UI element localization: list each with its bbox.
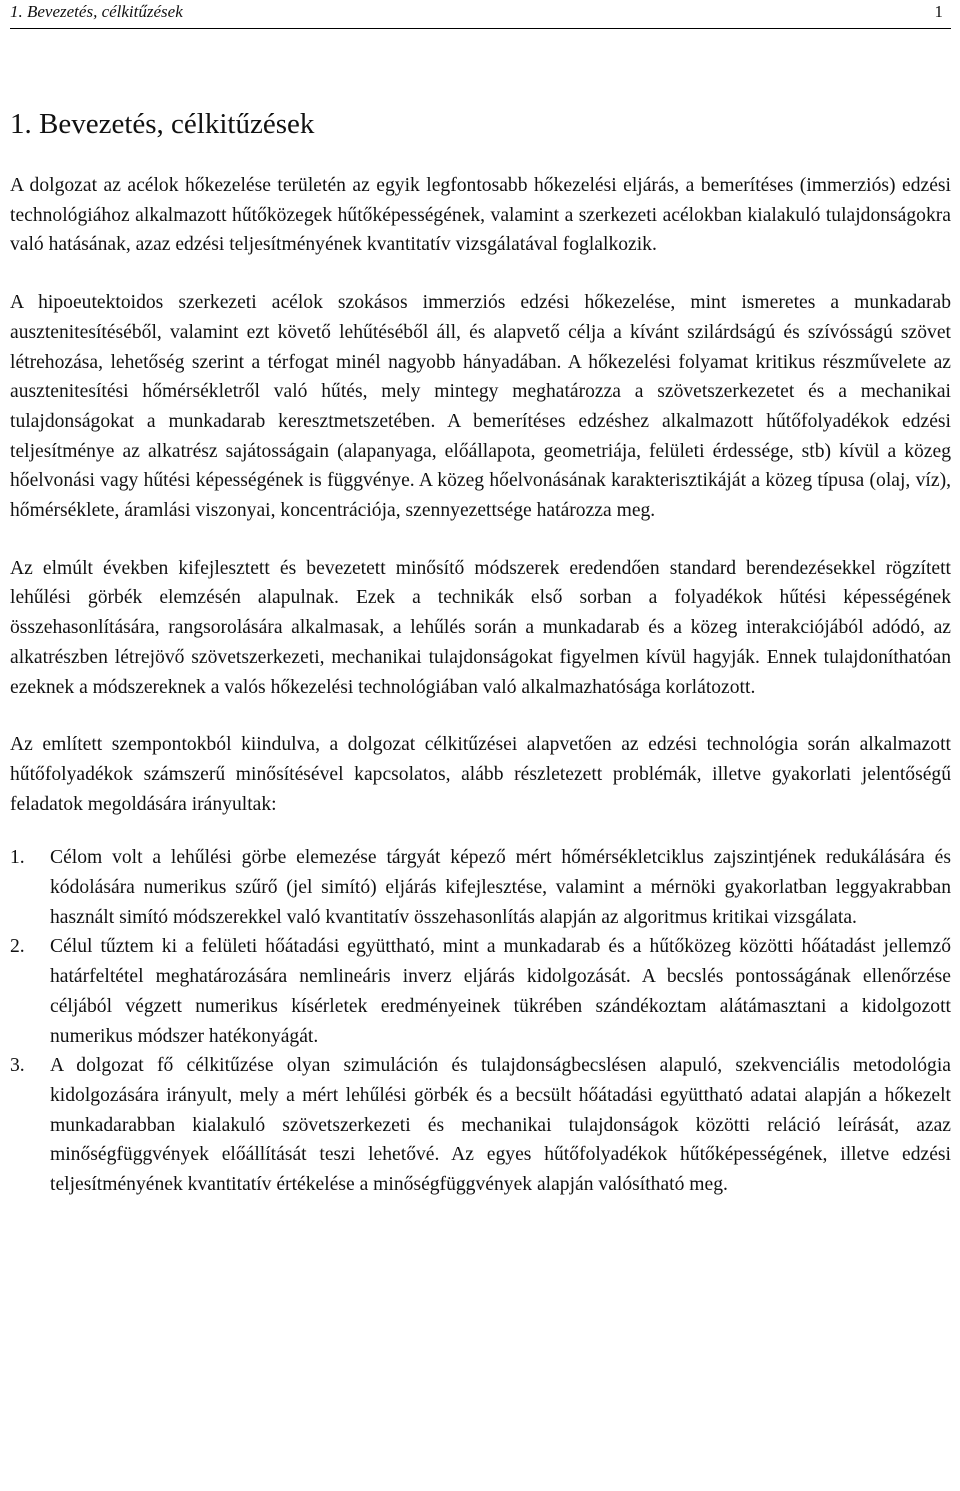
running-header-title: 1. Bevezetés, célkitűzések [10,2,183,21]
body-text [10,171,951,1200]
running-header [10,0,951,29]
paragraph-quenching: A hipoeutektoidos szerkezeti acélok szokásos immerziós edzési hőkezelése, mint ismeretes a munkadarab ausztenitesítéséből, valamint ezt követő lehűtéséből áll, és alapvető célja a kívánt szilárdságú és szívósságú szövet létrehozása, lehetőség szerint a térfogat minél nagyobb hányadában. A hőkezelési folyamat kritikus részművelete az ausztenitesítési hőmérsékletről való hűtés, mely mintegy meghatározza a szövetszerkezetet és a mechanikai tulajdonságokat a munkadarab keresztmetszetében. A bemerítéses edzéshez alkalmazott hűtőfolyadékok edzési teljesítménye az alkatrész sajátosságain (alapanyaga, előállapota, geometriája, felületi érdessége, stb) kívül a közeg hőelvonási vagy hűtési képességének is függvénye. A közeg hőelvonásának karakterisztikáját a közeg típusa (olaj, víz), hőmérséklete, áramlási viszonyai, koncentrációja, szennyezettsége határozza meg. [10,292,951,522]
goals-list [10,843,951,1199]
list-item [10,932,951,1051]
paragraph-methods: Az elmúlt években kifejlesztett és bevezetett minősítő módszerek eredendően standard berendezésekkel rögzített lehűlési görbék elemzésén alapulnak. Ezek a technikák első sorban a folyadékok hűtési képességének összehasonlítására, rangsorolására alkalmasak, a lehűlés során a munkadarab és a közeg interakciójából adódó, az alkatrészben létrejövő szövetszerkezeti, mechanikai tulajdonságokat figyelmen kívül hagyják. Ennek tulajdoníthatóan ezeknek a módszereknek a valós hőkezelési technológiában való alkalmazhatósága korlátozott. [10,557,951,698]
page-number: 1 [934,2,943,21]
list-item [10,1051,951,1200]
paragraph-intro: A dolgozat az acélok hőkezelése területén az egyik legfontosabb hőkezelési eljárás, a bemerítéses (immerziós) edzési technológiához alkalmazott hűtőközegek hűtőképességének, valamint a szerkezeti acélokban kialakuló tulajdonságokra való hatásának, azaz edzési teljesítményének kvantitatív vizsgálatával foglalkozik. [10,175,951,256]
list-item-number: 3. [10,1055,25,1077]
list-item-number: 2. [10,936,25,958]
list-item-text: Célul tűztem ki a felületi hőátadási együttható, mint a munkadarab és a hűtőközeg közötti hőátadást jellemző határfeltétel meghatározására nemlineáris inverz eljárás kidolgozását. A becslés pontosságának ellenőrzése céljából végzett numerikus kísérletek eredményeinek tükrében szándékoztam alátámasztani a kidolgozott numerikus módszer hatékonyágát. [50,936,951,1047]
list-item [10,843,951,932]
list-item-number: 1. [10,847,25,869]
paragraph-objectives: Az említett szempontokból kiindulva, a dolgozat célkitűzései alapvetően az edzési technológia során alkalmazott hűtőfolyadékok számszerű minősítésével kapcsolatos, alább részletezett problémák, illetve gyakorlati jelentőségű feladatok megoldására irányultak: [10,734,951,815]
list-item-text: Célom volt a lehűlési görbe elemezése tárgyát képező mért hőmérsékletciklus zajszintjének redukálására és kódolására numerikus szűrő (jel simító) eljárás kifejlesztése, valamint a mérnöki gyakorlatban leggyakrabban használt simító módszerekkel való kvantitatív összehasonlítás alapján az algoritmus kritikai vizsgálata. [50,847,951,928]
chapter-title: 1. Bevezetés, célkitűzések [10,108,315,140]
list-item-text: A dolgozat fő célkitűzése olyan szimuláción és tulajdonságbecslésen alapuló, szekvenciális metodológia kidolgozására irányult, mely a mért lehűlési görbék és a becsült hőátadási együttható adatai alapján a hőkezelt munkadarabban kialakuló szövetszerkezeti és mechanikai tulajdonságok közötti reláció leírását, azaz minőségfüggvények előállítását teszi lehetővé. Az egyes hűtőfolyadékok hűtőképességének, illetve edzési teljesítményének kvantitatív értékelése a minőségfüggvények alapján valósítható meg. [50,1055,951,1196]
